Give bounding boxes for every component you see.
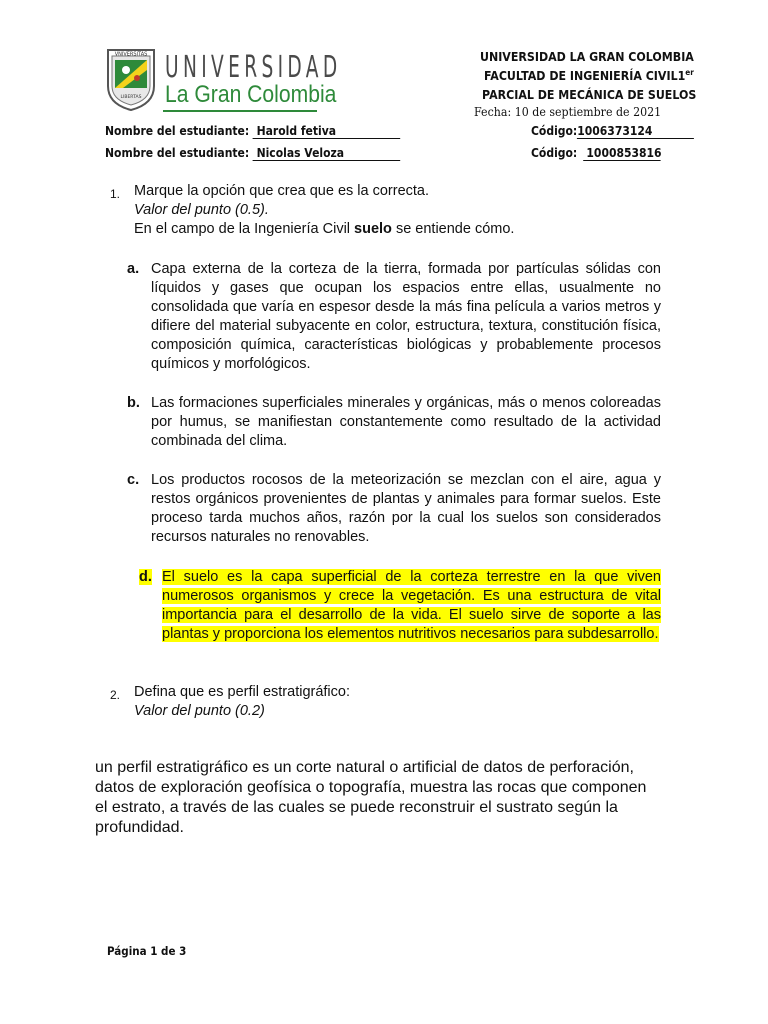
header-faculty [484, 68, 694, 83]
header-faculty-text: FACULTAD DE INGENIERÍA CIVIL1 [484, 69, 686, 83]
q1-stem-before: En el campo de la Ingeniería Civil [134, 221, 355, 237]
option-a-text: Capa externa de la corteza de la tierra, formada por partículas sólidas con líquidos y gases que ocupan los espacios entre ellas, usualmente no consolidada que varía en espesor desde la más fina película a varios metros y difiere del material subyacente en color, estructura, textura, constitución física, composición química, características biológicas y probablemente procesos químicos y morfológicos. [151, 261, 661, 372]
header-exam-title: PARCIAL DE MECÁNICA DE SUELOS [482, 88, 697, 102]
option-b-text: Las formaciones superficiales minerales y orgánicas, más o menos coloreadas por humus, se manifiestan constantemente como resultado de la actividad combinada del clima. [151, 395, 661, 449]
q1-number: 1. [110, 187, 121, 201]
student-1-label: Nombre del estudiante: [105, 124, 250, 138]
student-2-label: Nombre del estudiante: [105, 146, 250, 160]
footer-page-total: 3 [179, 944, 187, 958]
option-d-letter-text: d. [139, 569, 152, 585]
q2-prompt: Defina que es perfil estratigráfico: [134, 684, 350, 700]
header-faculty-sup: er [685, 68, 694, 77]
q1-stem [134, 220, 694, 239]
q1-value: Valor del punto (0.5). [134, 202, 269, 218]
student-2-code-label: Código: [531, 146, 578, 160]
university-seal-logo [106, 48, 156, 112]
option-c-letter: c. [127, 472, 140, 488]
footer-page-number: 1 [150, 944, 158, 958]
student-1-row [105, 124, 401, 139]
student-1-code: 1006373124 [577, 124, 694, 139]
logo-wordmark-la-gran-colombia: La Gran Colombia [165, 81, 337, 108]
student-1-code-row [531, 124, 694, 139]
header-university: UNIVERSIDAD LA GRAN COLOMBIA [480, 50, 694, 64]
option-a-letter: a. [127, 261, 140, 277]
seal-bottom-text: LIBERTAS [120, 95, 142, 100]
q1-prompt: Marque la opción que crea que es la correcta. [134, 183, 430, 199]
option-d-text: El suelo es la capa superficial de la corteza terrestre en la que viven numerosos organismos y crece la vegetación. Es una estructura de vital importancia para el desarrollo de la vida. El suelo sirve de soporte a las plantas y proporciona los elementos nutritivos necesarios para subdesarrollo. [162, 569, 661, 642]
q2-number: 2. [110, 688, 121, 702]
q2-block [134, 683, 694, 721]
option-d-letter [139, 568, 152, 587]
footer-of: de [157, 944, 180, 958]
option-b-letter: b. [127, 395, 140, 411]
student-1-code-label: Código: [531, 124, 578, 138]
header-date: Fecha: 10 de septiembre de 2021 [474, 105, 662, 119]
footer-page-label: Página [107, 944, 151, 958]
page-footer [107, 944, 186, 958]
logo-wordmark-universidad: UNIVERSIDAD [165, 50, 342, 85]
q1-stem-bold: suelo [354, 221, 392, 237]
student-1-name: Harold fetiva [253, 124, 401, 139]
q1-stem-after: se entiende cómo. [391, 221, 515, 237]
student-2-row [105, 146, 401, 161]
logo-underline [163, 110, 317, 112]
q1-block [134, 182, 694, 239]
q2-value: Valor del punto (0.2) [134, 703, 265, 719]
q2-answer: un perfil estratigráfico es un corte natural o artificial de datos de perforación, datos de exploración geofísica o topografía, muestra las rocas que componen el estrato, a través de las cuales se puede reconstruir el sustrato según la profundidad. [95, 759, 647, 836]
student-2-code: 1000853816 [583, 146, 660, 161]
student-2-name: Nicolas Veloza [253, 146, 401, 161]
option-c-text: Los productos rocosos de la meteorización se mezclan con el aire, agua y restos orgánicos provenientes de plantas y animales para formar suelos. Este proceso tarda muchos años, razón por la cual los suelos son considerados recursos naturales no renovables. [151, 472, 661, 545]
option-d-text-block [162, 568, 661, 644]
seal-top-text: VNIVERSITAS [114, 51, 148, 58]
student-2-code-row [531, 146, 660, 161]
